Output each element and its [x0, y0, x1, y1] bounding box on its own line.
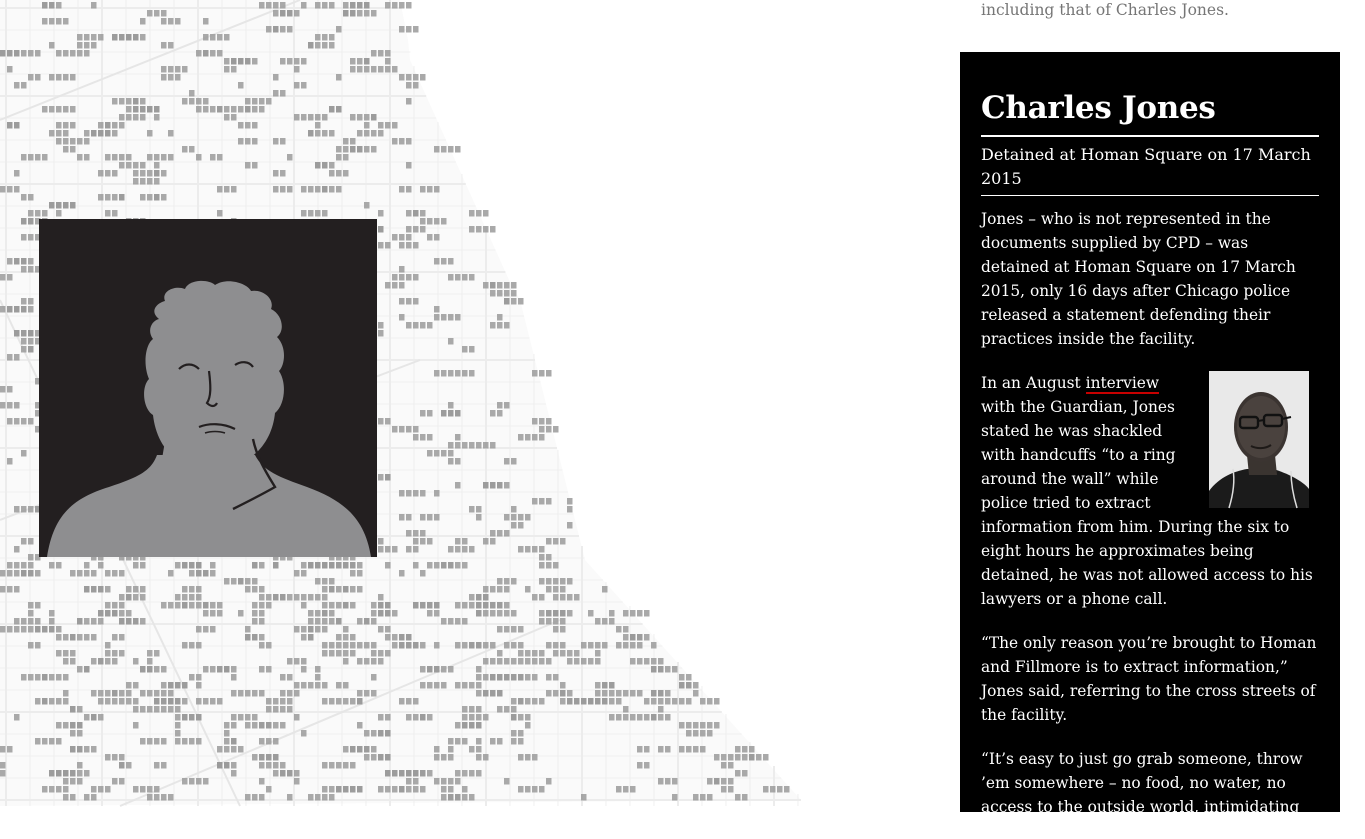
- paragraph: “The only reason you’re brought to Homan and Fillmore is to extract information,” Jones said, referring to the cross streets of the facility.: [981, 634, 1317, 724]
- profile-panel: [960, 52, 1340, 816]
- profile-body: [981, 207, 1319, 839]
- paragraph: Jones – who is not represented in the documents supplied by CPD – was detained at Homan Square on 17 March 2015, only 16 days after Chicago police released a statement defending their practices inside the facility.: [981, 210, 1296, 348]
- paragraph: [981, 371, 1319, 611]
- intro-text: including that of Charles Jones.: [981, 1, 1229, 19]
- profile-subtitle: Detained at Homan Square on 17 March 2015: [981, 145, 1311, 188]
- paragraph: “It’s easy to just go grab someone, throw ’em somewhere – no food, no water, no access to the outside world, intimidating: [981, 750, 1303, 816]
- silhouette-card: [39, 219, 377, 557]
- person-photo: [1209, 371, 1309, 508]
- interview-link[interactable]: interview: [1085, 374, 1160, 392]
- divider: [981, 135, 1319, 137]
- person-photo-image: [1209, 371, 1309, 508]
- person-silhouette-icon: [39, 219, 377, 557]
- divider: [981, 195, 1319, 196]
- paragraph-text: In an August: [981, 374, 1086, 392]
- paragraph-text: with the Guardian, Jones stated he was shackled with handcuffs “to a ring around the wall” while police tried to extract information from him. During the six to eight hours he approximates being detained, he was not allowed access to his lawyers or a phone call.: [981, 398, 1313, 608]
- profile-name: Charles Jones: [981, 90, 1216, 126]
